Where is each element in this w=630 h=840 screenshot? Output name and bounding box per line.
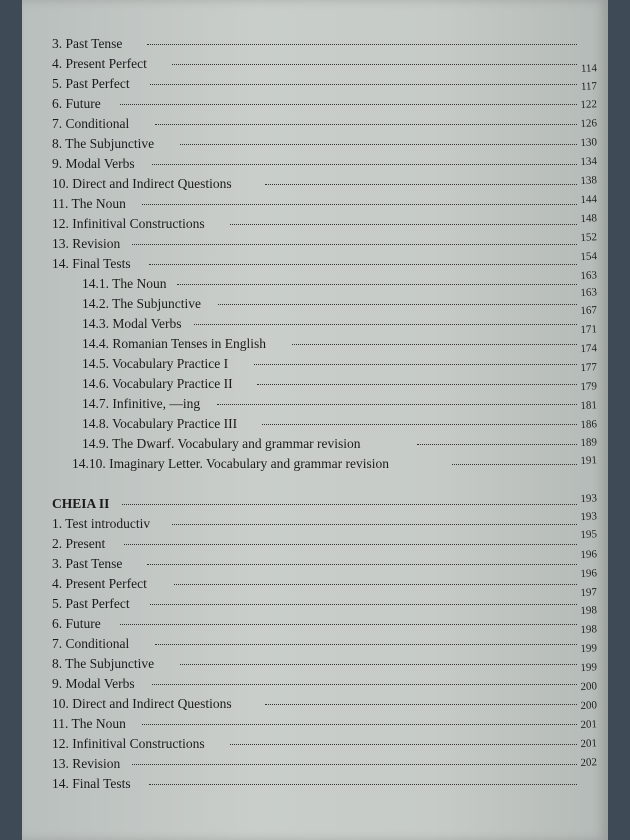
leader-dots <box>122 504 577 505</box>
toc-entry <box>72 454 592 474</box>
leader-dots <box>218 304 577 305</box>
toc-entry <box>82 294 602 314</box>
toc-entry <box>52 754 572 774</box>
leader-dots <box>142 724 577 725</box>
page-number: 171 <box>580 323 598 337</box>
leader-dots <box>155 644 577 645</box>
page-number: 117 <box>580 80 598 94</box>
leader-dots <box>180 664 577 665</box>
toc-entry-label: 5. Past Perfect <box>52 76 130 91</box>
toc-entry <box>52 114 572 134</box>
toc-entry-label: 10. Direct and Indirect Questions <box>52 696 232 711</box>
leader-dots <box>172 524 577 525</box>
toc-entry <box>82 374 602 394</box>
toc-entry <box>82 314 602 334</box>
leader-dots <box>452 464 577 465</box>
leader-dots <box>262 424 577 425</box>
page-number: 167 <box>580 304 598 318</box>
toc-entry-label: 6. Future <box>52 96 101 111</box>
page-number: 181 <box>580 399 598 413</box>
toc-entry <box>52 74 572 94</box>
toc-entry <box>52 54 572 74</box>
section-heading-label: CHEIA II <box>52 496 110 511</box>
toc-entry-label: 14.6. Vocabulary Practice II <box>82 376 233 391</box>
leader-dots <box>152 684 577 685</box>
page-number: 191 <box>580 454 598 468</box>
toc-entry-label: 6. Future <box>52 616 101 631</box>
leader-dots <box>142 204 577 205</box>
page-number: 197 <box>580 586 598 600</box>
page-number: 189 <box>580 436 598 450</box>
toc-entry-label: 8. The Subjunctive <box>52 656 155 671</box>
toc-entry-label: 2. Present <box>52 536 106 551</box>
leader-dots <box>147 44 577 45</box>
leader-dots <box>155 124 577 125</box>
page-number: 163 <box>580 286 598 300</box>
leader-dots <box>174 584 577 585</box>
leader-dots <box>132 244 577 245</box>
toc-entry-label: 5. Past Perfect <box>52 596 130 611</box>
toc-entry-label: 7. Conditional <box>52 116 130 131</box>
leader-dots <box>230 224 577 225</box>
toc-entry <box>52 34 572 54</box>
page-number: 138 <box>580 174 598 188</box>
leader-dots <box>120 104 577 105</box>
page-number: 193 <box>580 492 598 506</box>
page-number: 186 <box>580 418 598 432</box>
page-number: 201 <box>580 718 598 732</box>
toc-entry-label: 8. The Subjunctive <box>52 136 155 151</box>
toc-entry-label: 14.3. Modal Verbs <box>82 316 182 331</box>
toc-entry-label: 14.10. Imaginary Letter. Vocabulary and grammar revision <box>72 456 390 471</box>
leader-dots <box>172 64 577 65</box>
page-number: 152 <box>580 231 598 245</box>
leader-dots <box>149 264 577 265</box>
toc-entry-label: 14.5. Vocabulary Practice I <box>82 356 229 371</box>
toc-entry-label: 3. Past Tense <box>52 36 123 51</box>
toc-entry <box>52 94 572 114</box>
toc-entry-label: 1. Test introductiv <box>52 516 151 531</box>
toc-entry <box>52 614 572 634</box>
toc-entry-label: 14.9. The Dwarf. Vocabulary and grammar revision <box>82 436 361 451</box>
toc-entry <box>52 154 572 174</box>
toc-entry-label: 13. Revision <box>52 236 121 251</box>
page-number: 200 <box>580 680 598 694</box>
toc-entry-label: 12. Infinitival Constructions <box>52 736 205 751</box>
page-number: 179 <box>580 380 598 394</box>
toc-entry <box>82 334 602 354</box>
leader-dots <box>120 624 577 625</box>
page-number: 202 <box>580 756 598 770</box>
toc-entry <box>52 594 572 614</box>
toc-entry <box>52 174 572 194</box>
leader-dots <box>149 784 577 785</box>
toc-entry-label: 4. Present Perfect <box>52 56 147 71</box>
page-number: 130 <box>580 136 598 150</box>
toc-entry <box>52 734 572 754</box>
toc-entry-label: 7. Conditional <box>52 636 130 651</box>
toc-entry <box>82 354 602 374</box>
toc-entry-label: 10. Direct and Indirect Questions <box>52 176 232 191</box>
toc-entry <box>52 654 572 674</box>
toc-entry <box>52 214 572 234</box>
page-number: 201 <box>580 737 598 751</box>
page-number: 114 <box>580 62 598 76</box>
leader-dots <box>417 444 577 445</box>
toc-entry <box>52 694 572 714</box>
page-number: 122 <box>580 98 598 112</box>
page-number: 144 <box>580 193 598 207</box>
leader-dots <box>177 284 577 285</box>
toc-entry-label: 4. Present Perfect <box>52 576 147 591</box>
toc-entry-label: 9. Modal Verbs <box>52 156 135 171</box>
toc-entry <box>52 554 572 574</box>
page-number: 148 <box>580 212 598 226</box>
page-number: 177 <box>580 361 598 375</box>
leader-dots <box>217 404 577 405</box>
toc-entry-label: 14.4. Romanian Tenses in English <box>82 336 267 351</box>
toc-entry-label: 14.2. The Subjunctive <box>82 296 201 311</box>
toc-entry <box>52 634 572 654</box>
leader-dots <box>150 604 577 605</box>
leader-dots <box>254 364 577 365</box>
leader-dots <box>150 84 577 85</box>
page-number: 134 <box>580 155 598 169</box>
toc-entry <box>52 514 572 534</box>
page-number: 198 <box>580 604 598 618</box>
toc-entry <box>82 274 602 294</box>
leader-dots <box>230 744 577 745</box>
page-number: 199 <box>580 661 598 675</box>
page-number: 196 <box>580 548 598 562</box>
toc-entry <box>52 254 572 274</box>
toc-entry <box>52 534 572 554</box>
leader-dots <box>265 704 577 705</box>
toc-entry <box>52 674 572 694</box>
page-number: 126 <box>580 117 598 131</box>
page-number: 200 <box>580 699 598 713</box>
toc-entry-label: 14.1. The Noun <box>82 276 167 291</box>
toc-entry <box>82 414 602 434</box>
page-number: 174 <box>580 342 598 356</box>
page-number: 163 <box>580 269 598 283</box>
toc-entry-label: 14. Final Tests <box>52 256 131 271</box>
toc-entry <box>52 134 572 154</box>
page-number: 154 <box>580 250 598 264</box>
toc-entry <box>52 194 572 214</box>
leader-dots <box>124 544 577 545</box>
page-number: 193 <box>580 510 598 524</box>
page-number: 196 <box>580 567 598 581</box>
leader-dots <box>147 564 577 565</box>
toc-entry <box>52 714 572 734</box>
leader-dots <box>132 764 577 765</box>
leader-dots <box>265 184 577 185</box>
toc-section-heading <box>52 494 572 514</box>
page-number: 199 <box>580 642 598 656</box>
leader-dots <box>257 384 577 385</box>
toc-entry-label: 3. Past Tense <box>52 556 123 571</box>
toc-entry-label: 14. Final Tests <box>52 776 131 791</box>
book-page <box>22 0 608 840</box>
toc-entry-label: 14.8. Vocabulary Practice III <box>82 416 238 431</box>
leader-dots <box>180 144 577 145</box>
toc-entry-label: 9. Modal Verbs <box>52 676 135 691</box>
toc-entry-label: 13. Revision <box>52 756 121 771</box>
toc-entry-label: 11. The Noun <box>52 196 126 211</box>
toc-entry <box>52 574 572 594</box>
toc-entry-label: 12. Infinitival Constructions <box>52 216 205 231</box>
toc-entry-label: 11. The Noun <box>52 716 126 731</box>
leader-dots <box>194 324 577 325</box>
page-number: 198 <box>580 623 598 637</box>
toc-entry <box>82 394 602 414</box>
toc-entry <box>52 774 572 794</box>
page-number: 195 <box>580 528 598 542</box>
toc-entry-label: 14.7. Infinitive, —ing <box>82 396 201 411</box>
leader-dots <box>292 344 577 345</box>
toc-entry <box>52 234 572 254</box>
leader-dots <box>152 164 577 165</box>
toc-entry <box>82 434 602 454</box>
